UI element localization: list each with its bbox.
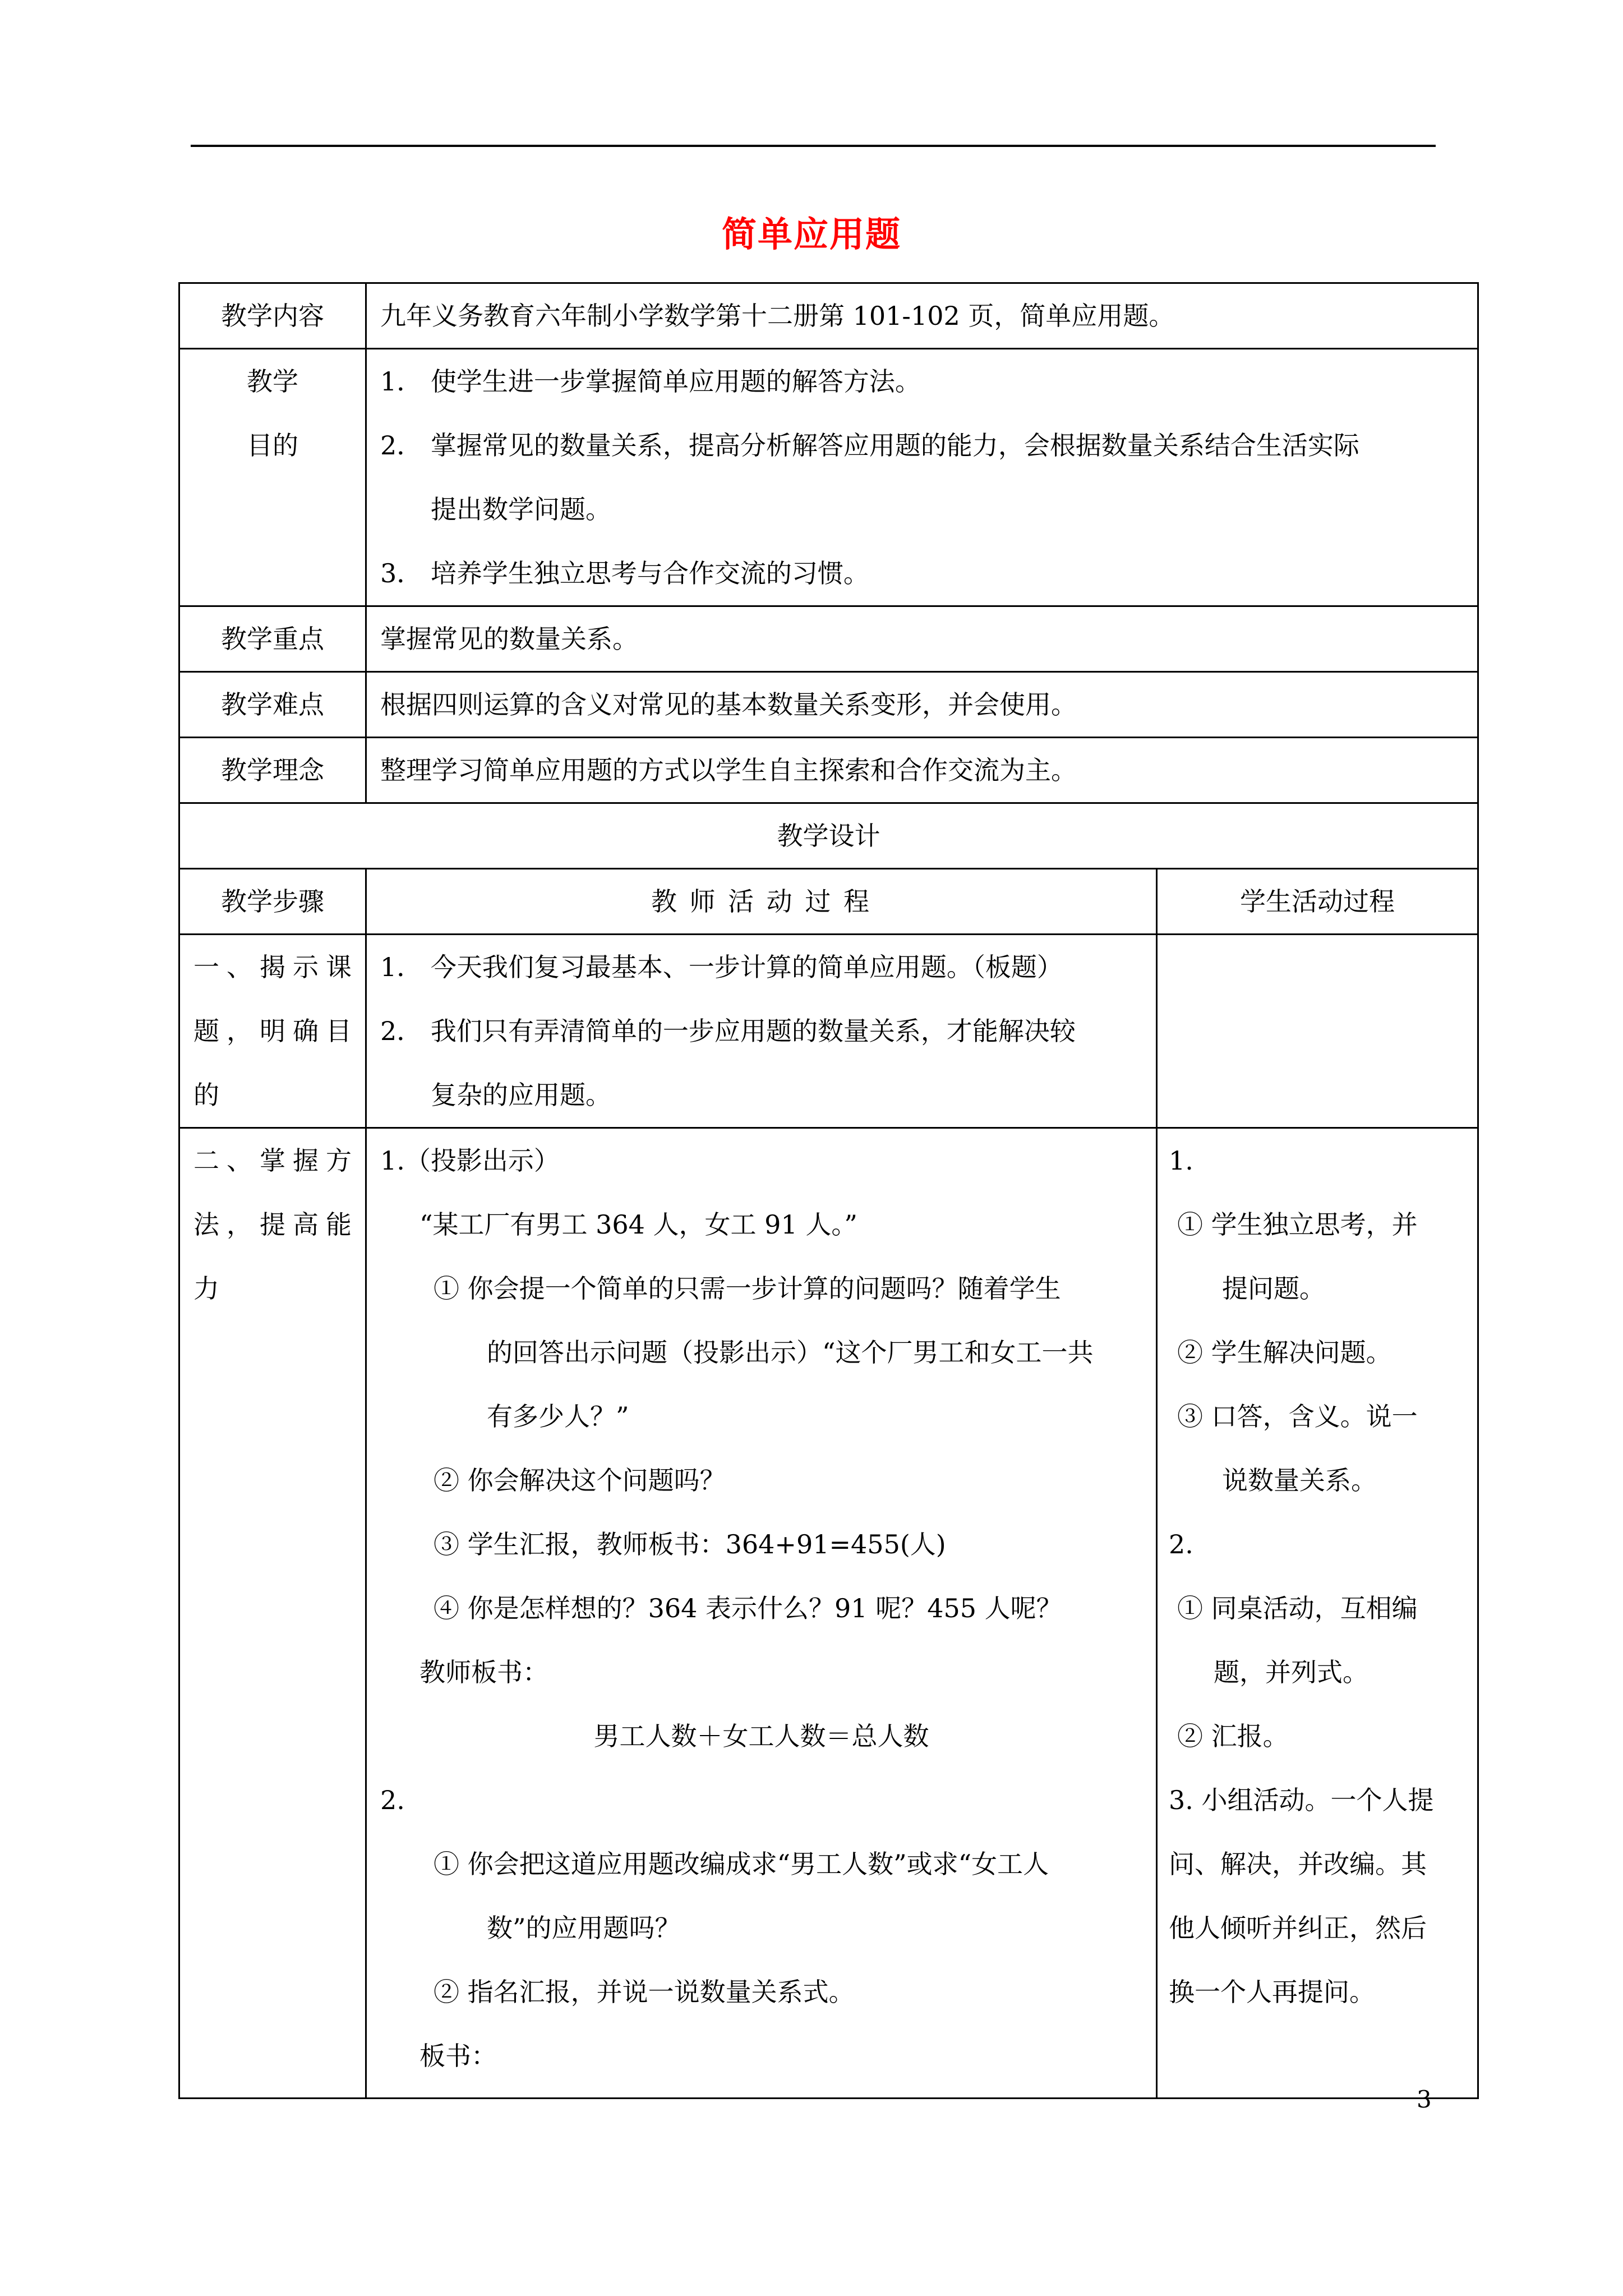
step2-teacher-line: ④ 你是怎样想的？364 表示什么？91 呢？455 人呢？ [434, 1593, 1062, 1623]
header-rule [191, 145, 1436, 147]
value-content: 九年义务教育六年制小学数学第十二册第 101-102 页，简单应用题。 [366, 283, 1478, 349]
label-content: 教学内容 [179, 283, 366, 349]
row-design-header [179, 803, 1478, 869]
col-header-student: 学生活动过程 [1157, 869, 1478, 935]
goal-item-continued: 提出数学问题。 [431, 494, 611, 524]
step2-student [1157, 1128, 1478, 2099]
step2-label-line: 法，提高能 [193, 1209, 352, 1240]
step2-student-line: 1. [1169, 1145, 1193, 1176]
step1-label-line: 题，明确目 [193, 1016, 352, 1046]
step2-student-line: 提问题。 [1222, 1273, 1325, 1304]
step2-student-line: ① 学生独立思考，并 [1177, 1209, 1418, 1240]
step1-teacher-line: 复杂的应用题。 [431, 1080, 611, 1110]
label-goals-line2: 目的 [247, 430, 298, 461]
step2-student-line: 说数量关系。 [1222, 1465, 1377, 1496]
step2-teacher-line: 数”的应用题吗？ [487, 1913, 681, 1943]
row-step2 [179, 1128, 1478, 2099]
goal-item: 2． 掌握常见的数量关系，提高分析解答应用题的能力，会根据数量关系结合生活实际 [380, 430, 1359, 461]
step2-student-line: ② 汇报。 [1177, 1721, 1289, 1751]
step2-teacher-line: ① 你会把这道应用题改编成求“男工人数”或求“女工人 [434, 1849, 1049, 1879]
label-difficulty: 教学难点 [179, 672, 366, 738]
step2-teacher-line: ② 你会解决这个问题吗？ [434, 1465, 726, 1496]
label-key: 教学重点 [179, 606, 366, 672]
row-content [179, 283, 1478, 349]
step2-teacher-line: 板书： [419, 2041, 497, 2071]
step2-teacher-line: 2. [380, 1785, 405, 1815]
step2-teacher-line: ② 指名汇报，并说一说数量关系式。 [434, 1977, 855, 2007]
step2-student-line: 问、解决，并改编。其 [1169, 1849, 1427, 1879]
lesson-plan-table [178, 282, 1479, 2099]
row-concept [179, 738, 1478, 803]
row-difficulty [179, 672, 1478, 738]
label-goals [179, 349, 366, 606]
label-concept: 教学理念 [179, 738, 366, 803]
step2-student-line: ① 同桌活动，互相编 [1177, 1593, 1418, 1623]
col-header-steps: 教学步骤 [179, 869, 366, 935]
document-title: 简单应用题 [721, 214, 901, 255]
step2-label-line: 二、掌握方 [193, 1145, 352, 1176]
step1-label-line: 一、揭示课 [193, 952, 352, 982]
step2-student-line: 题，并列式。 [1214, 1657, 1368, 1687]
step2-teacher-line: 教师板书： [419, 1657, 548, 1687]
value-goals [366, 349, 1478, 606]
row-step1 [179, 935, 1478, 1128]
row-key [179, 606, 1478, 672]
label-goals-line1: 教学 [247, 366, 298, 397]
goal-item: 1． 使学生进一步掌握简单应用题的解答方法。 [380, 366, 921, 397]
value-concept: 整理学习简单应用题的方式以学生自主探索和合作交流为主。 [366, 738, 1478, 803]
step2-teacher-formula: 男工人数＋女工人数＝总人数 [593, 1721, 929, 1751]
step2-student-line: 3. 小组活动。一个人提 [1169, 1785, 1434, 1815]
step2-student-line: 他人倾听并纠正，然后 [1169, 1913, 1427, 1943]
step2-teacher-line: 1.（投影出示） [380, 1145, 560, 1176]
step2-teacher-line: ① 你会提一个简单的只需一步计算的问题吗？随着学生 [434, 1273, 1061, 1304]
step2-teacher-line: ③ 学生汇报，教师板书：364+91=455(人) [434, 1529, 946, 1559]
step1-teacher-line: 1． 今天我们复习最基本、一步计算的简单应用题。（板题） [380, 952, 1063, 982]
step2-student-line: 换一个人再提问。 [1169, 1977, 1375, 2007]
step2-label-line: 力 [193, 1273, 219, 1304]
value-key: 掌握常见的数量关系。 [366, 606, 1478, 672]
page-number: 3 [1417, 2086, 1432, 2113]
row-goals [179, 349, 1478, 606]
step2-teacher-line: 的回答出示问题（投影出示）“这个厂男工和女工一共 [487, 1337, 1094, 1368]
step1-teacher-line: 2． 我们只有弄清简单的一步应用题的数量关系，才能解决较 [380, 1016, 1076, 1046]
step1-student [1157, 935, 1478, 1128]
step2-teacher-line: 有多少人？” [487, 1401, 629, 1432]
row-column-headers [179, 869, 1478, 935]
design-header: 教学设计 [179, 803, 1478, 869]
step1-label-line: 的 [193, 1080, 219, 1110]
step1-label [179, 935, 366, 1128]
step2-teacher-line: “某工厂有男工 364 人，女工 91 人。” [419, 1209, 857, 1240]
goal-item: 3． 培养学生独立思考与合作交流的习惯。 [380, 558, 869, 588]
step2-label [179, 1128, 366, 2099]
step1-teacher [366, 935, 1157, 1128]
value-difficulty: 根据四则运算的含义对常见的基本数量关系变形，并会使用。 [366, 672, 1478, 738]
step2-student-line: ② 学生解决问题。 [1177, 1337, 1392, 1368]
step2-teacher [366, 1128, 1157, 2099]
step2-student-line: ③ 口答，含义。说一 [1177, 1401, 1418, 1432]
col-header-teacher: 教 师 活 动 过 程 [366, 869, 1157, 935]
step2-student-line: 2. [1169, 1529, 1193, 1559]
